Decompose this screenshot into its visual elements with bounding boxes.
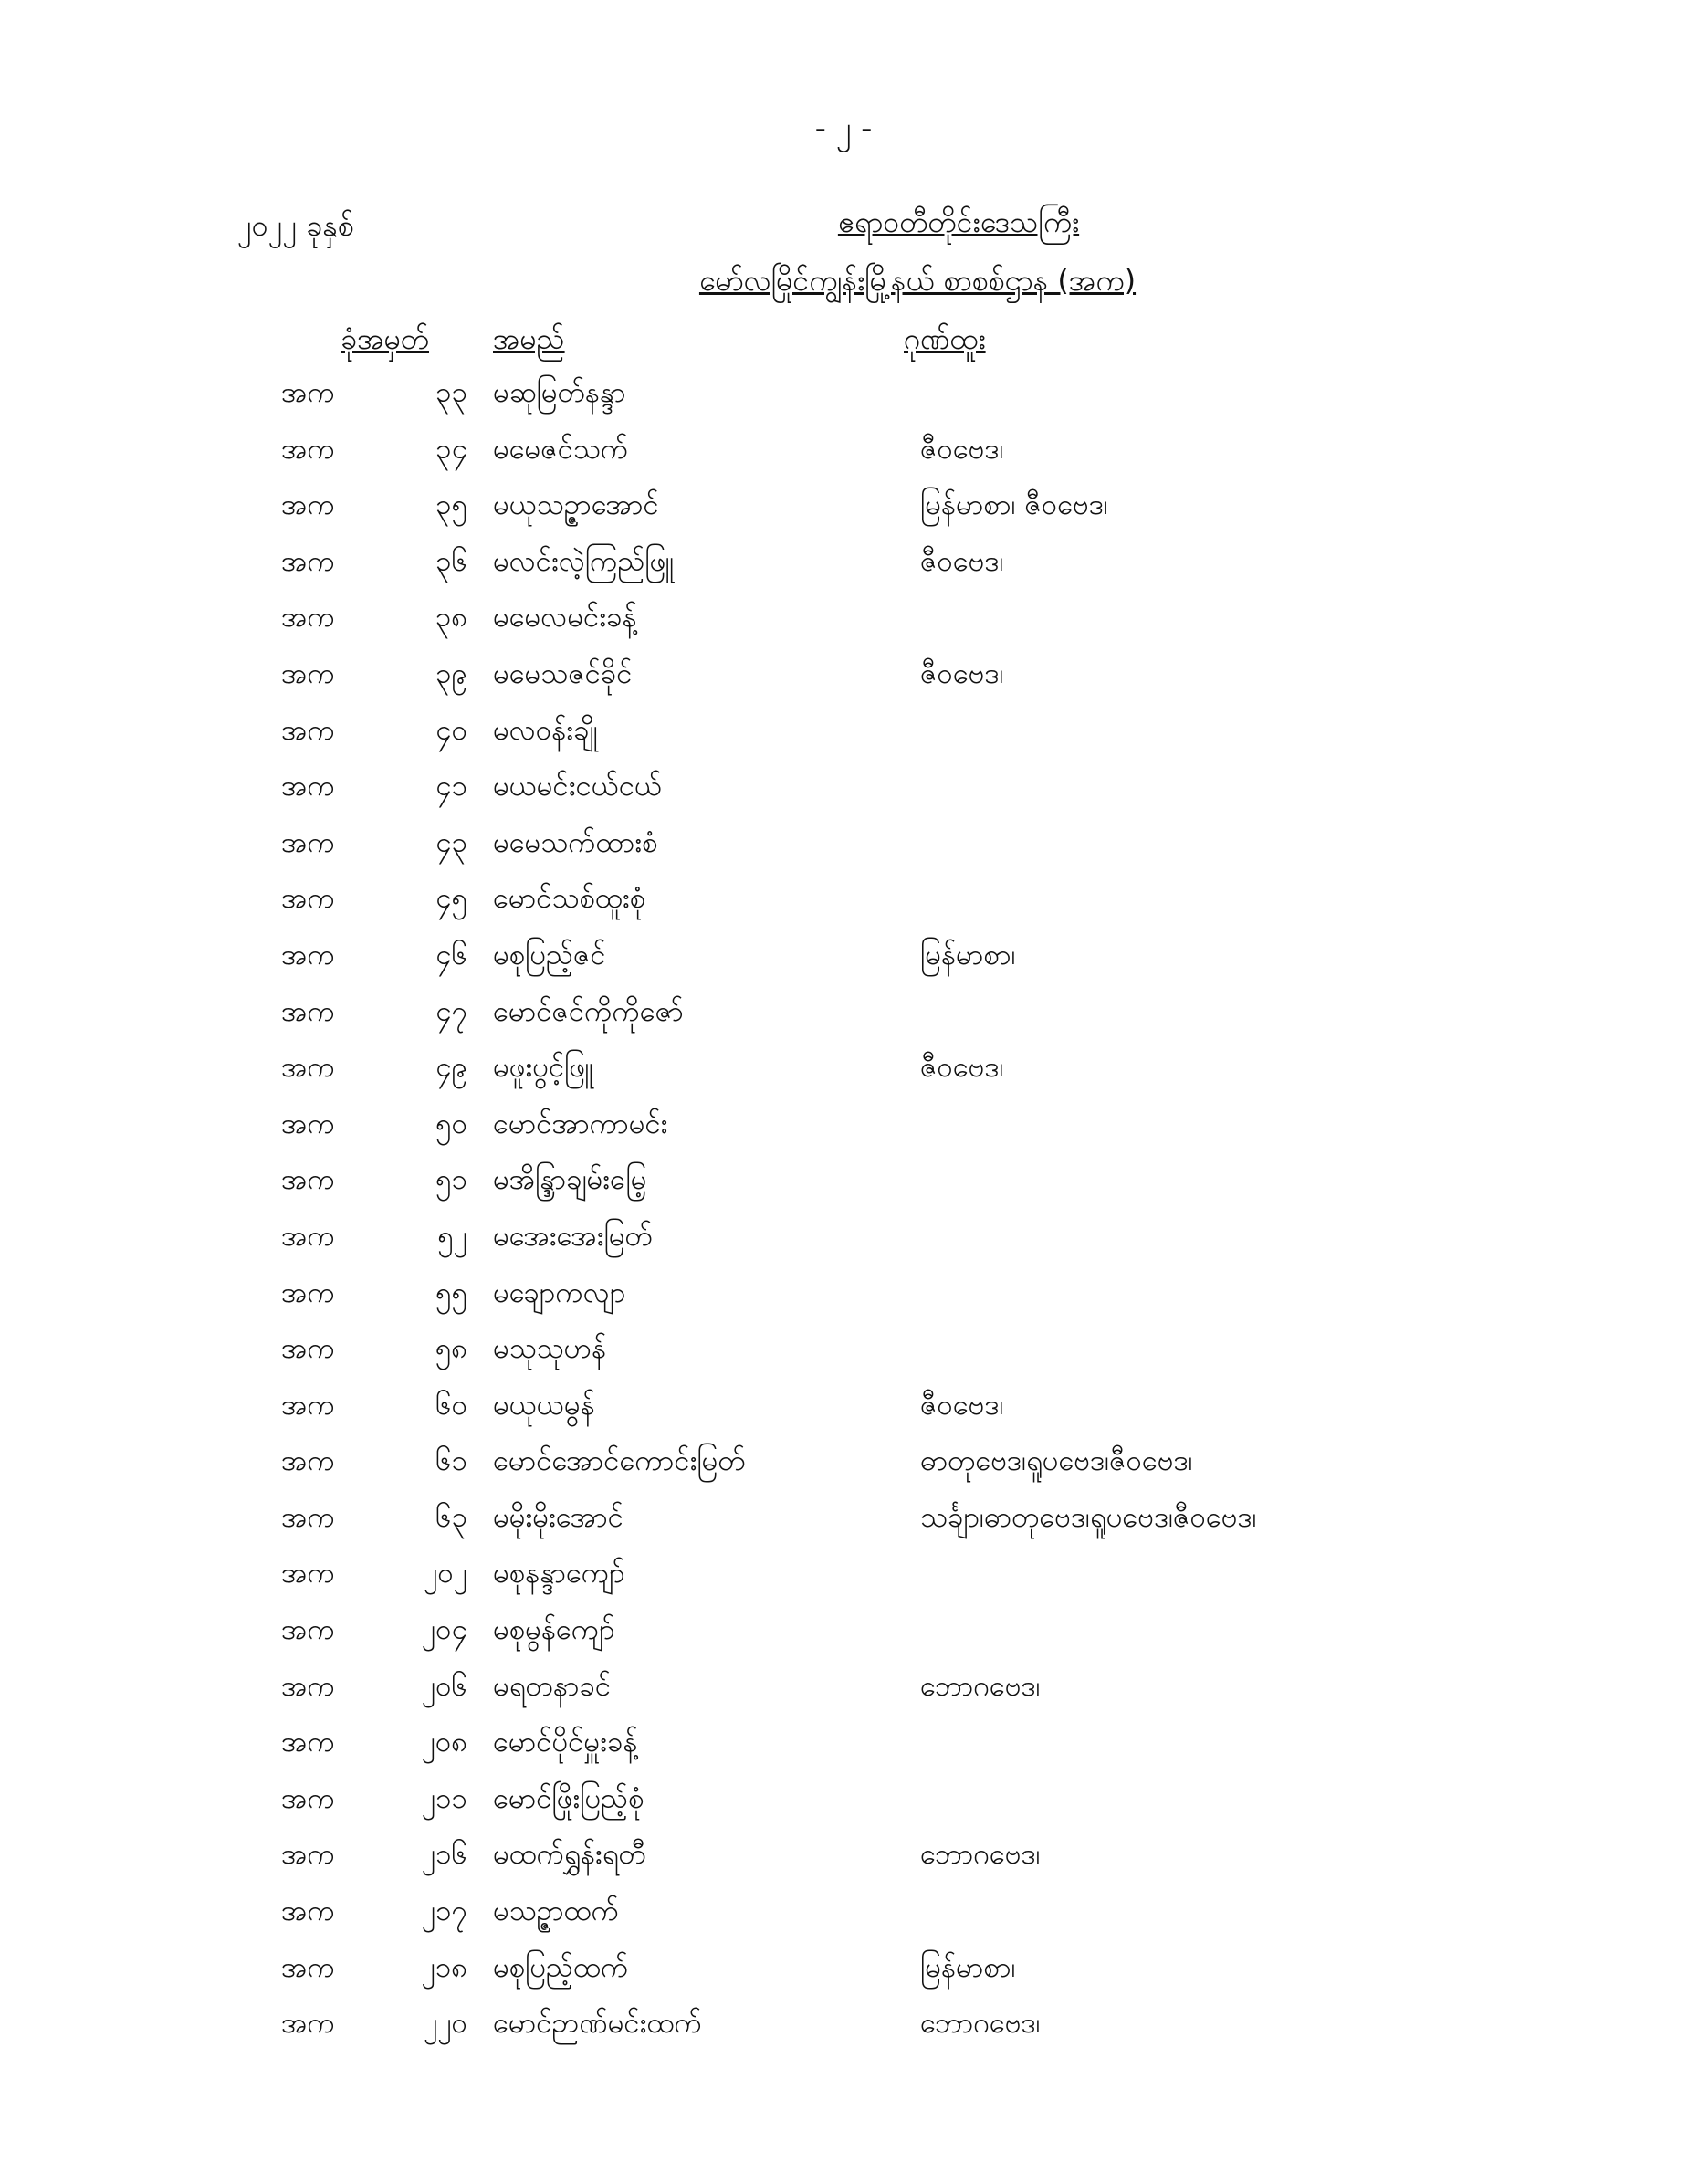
roll-prefix: အက bbox=[281, 1950, 335, 1984]
distinction-subjects: ဘောဂဗေဒ၊ bbox=[920, 1838, 1041, 1872]
result-row bbox=[0, 1330, 1687, 1387]
roll-prefix: အက bbox=[281, 601, 335, 635]
roll-prefix: အက bbox=[281, 1895, 335, 1928]
result-row bbox=[0, 431, 1687, 488]
roll-number: ၆၁ bbox=[435, 1444, 467, 1478]
result-row bbox=[0, 487, 1687, 543]
student-name: မစုပြည့်ထက် bbox=[493, 1950, 629, 1984]
document-title: ဧရာဝတီတိုင်းဒေသကြီး bbox=[837, 205, 1080, 239]
result-row bbox=[0, 768, 1687, 824]
distinction-subjects: ဇီဝဗေဒ၊ bbox=[920, 544, 1004, 578]
result-row bbox=[0, 1612, 1687, 1668]
document-subtitle: မော်လမြိုင်ကျွန်းမြို့နယ် စာစစ်ဌာန (အက) bbox=[698, 263, 1137, 298]
roll-number: ၅၅ bbox=[435, 1276, 467, 1309]
roll-number: ၆၀ bbox=[435, 1388, 467, 1422]
roll-number: ၅၂ bbox=[437, 1219, 467, 1253]
roll-number: ၃၈ bbox=[435, 601, 467, 635]
student-name: မမေသက်ထားစံ bbox=[493, 825, 658, 859]
roll-prefix: အက bbox=[281, 2007, 335, 2041]
student-name: မဖူးပွင့်ဖြူ bbox=[493, 1051, 594, 1085]
roll-prefix: အက bbox=[281, 770, 335, 803]
student-name: မသုသုဟန် bbox=[493, 1332, 607, 1366]
roll-number: ၂၁၁ bbox=[421, 1781, 467, 1815]
roll-number: ၃၅ bbox=[435, 488, 467, 522]
student-name: မယမင်းငယ်ငယ် bbox=[493, 770, 663, 803]
roll-number: ၄၉ bbox=[435, 1051, 467, 1085]
student-name: မအိန္ဒြာချမ်းမြေ့ bbox=[493, 1163, 647, 1197]
roll-number: ၃၄ bbox=[435, 432, 467, 466]
roll-number: ၅၁ bbox=[435, 1163, 467, 1197]
result-row bbox=[0, 2005, 1687, 2062]
distinction-subjects: မြန်မာစာ၊ bbox=[920, 1950, 1016, 1984]
roll-number: ၄၃ bbox=[435, 825, 467, 859]
result-row bbox=[0, 543, 1687, 600]
result-row bbox=[0, 993, 1687, 1050]
roll-prefix: အက bbox=[281, 1781, 335, 1815]
roll-number: ၄၇ bbox=[435, 994, 467, 1028]
student-name: မောင်အာကာမင်း bbox=[493, 1107, 668, 1140]
student-name: မအေးအေးမြတ် bbox=[493, 1219, 653, 1253]
roll-prefix: အက bbox=[281, 1051, 335, 1085]
roll-prefix: အက bbox=[281, 713, 335, 747]
roll-number: ၅၀ bbox=[435, 1107, 467, 1140]
student-name: မလဝန်းချို bbox=[493, 713, 598, 747]
header-distinction: ဂုဏ်ထူး bbox=[904, 321, 986, 356]
roll-number: ၃၉ bbox=[435, 656, 467, 690]
student-name: မောင်ဇင်ကိုကိုဇော် bbox=[493, 994, 684, 1028]
roll-number: ၄၀ bbox=[435, 713, 467, 747]
student-name: မောင်သစ်ထူးစုံ bbox=[493, 882, 646, 916]
student-name: မောင်ဉာဏ်မင်းထက် bbox=[493, 2007, 702, 2041]
result-row bbox=[0, 1724, 1687, 1780]
roll-prefix: အက bbox=[281, 1613, 335, 1647]
roll-prefix: အက bbox=[281, 376, 335, 409]
student-name: မစုမွန်ကျော် bbox=[493, 1613, 615, 1647]
result-row bbox=[0, 374, 1687, 431]
roll-number: ၂၁၇ bbox=[421, 1895, 467, 1928]
student-name: မမိုးမိုးအောင် bbox=[493, 1500, 623, 1534]
roll-prefix: အက bbox=[281, 825, 335, 859]
result-row bbox=[0, 937, 1687, 993]
student-name: မဆုမြတ်နန္ဒာ bbox=[493, 376, 626, 409]
roll-prefix: အက bbox=[281, 1838, 335, 1872]
student-name: မောင်အောင်ကောင်းမြတ် bbox=[493, 1444, 746, 1478]
roll-number: ၄၅ bbox=[435, 882, 467, 916]
roll-prefix: အက bbox=[281, 432, 335, 466]
roll-number: ၂၂၀ bbox=[424, 2007, 467, 2041]
roll-prefix: အက bbox=[281, 1219, 335, 1253]
student-name: မချောကလျာ bbox=[493, 1276, 626, 1309]
result-row bbox=[0, 1893, 1687, 1949]
result-row bbox=[0, 599, 1687, 656]
result-row bbox=[0, 824, 1687, 881]
roll-prefix: အက bbox=[281, 1332, 335, 1366]
student-name: မရတနာခင် bbox=[493, 1669, 612, 1703]
student-name: မစုပြည့်ဇင် bbox=[493, 938, 606, 971]
roll-number: ၂၀၄ bbox=[421, 1613, 467, 1647]
roll-number: ၂၀၂ bbox=[424, 1557, 467, 1591]
results-list bbox=[0, 374, 1687, 2062]
student-name: မမေလမင်းခန့် bbox=[493, 601, 637, 635]
header-name: အမည် bbox=[493, 321, 565, 356]
roll-prefix: အက bbox=[281, 656, 335, 690]
student-name: မမေသဇင်ခိုင် bbox=[493, 656, 633, 690]
student-name: မောင်ပိုင်မှူးခန့် bbox=[493, 1726, 638, 1759]
roll-prefix: အက bbox=[281, 1444, 335, 1478]
distinction-subjects: ဇီဝဗေဒ၊ bbox=[920, 1051, 1004, 1085]
roll-number: ၂၁၈ bbox=[421, 1950, 467, 1984]
roll-number: ၅၈ bbox=[435, 1332, 467, 1366]
roll-prefix: အက bbox=[281, 1276, 335, 1309]
distinction-subjects: ဓာတုဗေဒ၊ရူပဗေဒ၊ဇီဝဗေဒ၊ bbox=[920, 1444, 1193, 1478]
student-name: မလင်းလဲ့ကြည်ဖြူ bbox=[493, 544, 675, 578]
result-row bbox=[0, 1443, 1687, 1499]
distinction-subjects: ဘောဂဗေဒ၊ bbox=[920, 2007, 1041, 2041]
roll-prefix: အက bbox=[281, 1107, 335, 1140]
roll-prefix: အက bbox=[281, 1557, 335, 1591]
student-name: မောင်ဖြိုးပြည့်စုံ bbox=[493, 1781, 644, 1815]
distinction-subjects: မြန်မာစာ၊ ဇီဝဗေဒ၊ bbox=[920, 488, 1108, 522]
roll-prefix: အက bbox=[281, 994, 335, 1028]
distinction-subjects: ဘောဂဗေဒ၊ bbox=[920, 1669, 1041, 1703]
roll-number: ၆၃ bbox=[435, 1500, 467, 1534]
result-row bbox=[0, 1161, 1687, 1218]
distinction-subjects: သင်္ချာ၊ဓာတုဗေဒ၊ရူပဗေဒ၊ဇီဝဗေဒ၊ bbox=[920, 1500, 1257, 1534]
distinction-subjects: ဇီဝဗေဒ၊ bbox=[920, 1388, 1004, 1422]
roll-prefix: အက bbox=[281, 1500, 335, 1534]
result-row bbox=[0, 1218, 1687, 1275]
distinction-subjects: ဇီဝဗေဒ၊ bbox=[920, 432, 1004, 466]
roll-number: ၄၆ bbox=[435, 938, 467, 971]
result-row bbox=[0, 1499, 1687, 1556]
result-row bbox=[0, 1836, 1687, 1893]
result-row bbox=[0, 1949, 1687, 2006]
roll-prefix: အက bbox=[281, 938, 335, 971]
header-roll-number: ခုံအမှတ် bbox=[341, 321, 429, 356]
result-row bbox=[0, 1555, 1687, 1612]
roll-number: ၂၁၆ bbox=[421, 1838, 467, 1872]
roll-number: ၃၆ bbox=[435, 544, 467, 578]
roll-prefix: အက bbox=[281, 488, 335, 522]
student-name: မစုနန္ဒာကျော် bbox=[493, 1557, 625, 1591]
student-name: မထက်ရွှန်းရတီ bbox=[493, 1838, 646, 1872]
roll-number: ၃၃ bbox=[435, 376, 467, 409]
roll-prefix: အက bbox=[281, 544, 335, 578]
roll-number: ၂၀၈ bbox=[421, 1726, 467, 1759]
distinction-subjects: ဇီဝဗေဒ၊ bbox=[920, 656, 1004, 690]
result-row bbox=[0, 1780, 1687, 1837]
roll-prefix: အက bbox=[281, 1726, 335, 1759]
student-name: မယုယမွန် bbox=[493, 1388, 595, 1422]
result-row bbox=[0, 1106, 1687, 1162]
roll-prefix: အက bbox=[281, 1388, 335, 1422]
result-row bbox=[0, 1049, 1687, 1106]
student-name: မမေဇင်သက် bbox=[493, 432, 629, 466]
year-label: ၂၀၂၂ ခုနှစ် bbox=[237, 208, 354, 243]
page-number: - ၂ - bbox=[814, 110, 873, 147]
student-name: မယုသဉ္ဇာအောင် bbox=[493, 488, 659, 522]
roll-number: ၄၁ bbox=[435, 770, 467, 803]
roll-prefix: အက bbox=[281, 1163, 335, 1197]
result-row bbox=[0, 656, 1687, 712]
result-row bbox=[0, 1668, 1687, 1725]
result-row bbox=[0, 712, 1687, 769]
roll-prefix: အက bbox=[281, 1669, 335, 1703]
result-row bbox=[0, 1387, 1687, 1444]
distinction-subjects: မြန်မာစာ၊ bbox=[920, 938, 1016, 971]
result-row bbox=[0, 880, 1687, 937]
roll-number: ၂၀၆ bbox=[421, 1669, 467, 1703]
roll-prefix: အက bbox=[281, 882, 335, 916]
student-name: မသဉ္ဇာထက် bbox=[493, 1895, 619, 1928]
result-row bbox=[0, 1275, 1687, 1331]
